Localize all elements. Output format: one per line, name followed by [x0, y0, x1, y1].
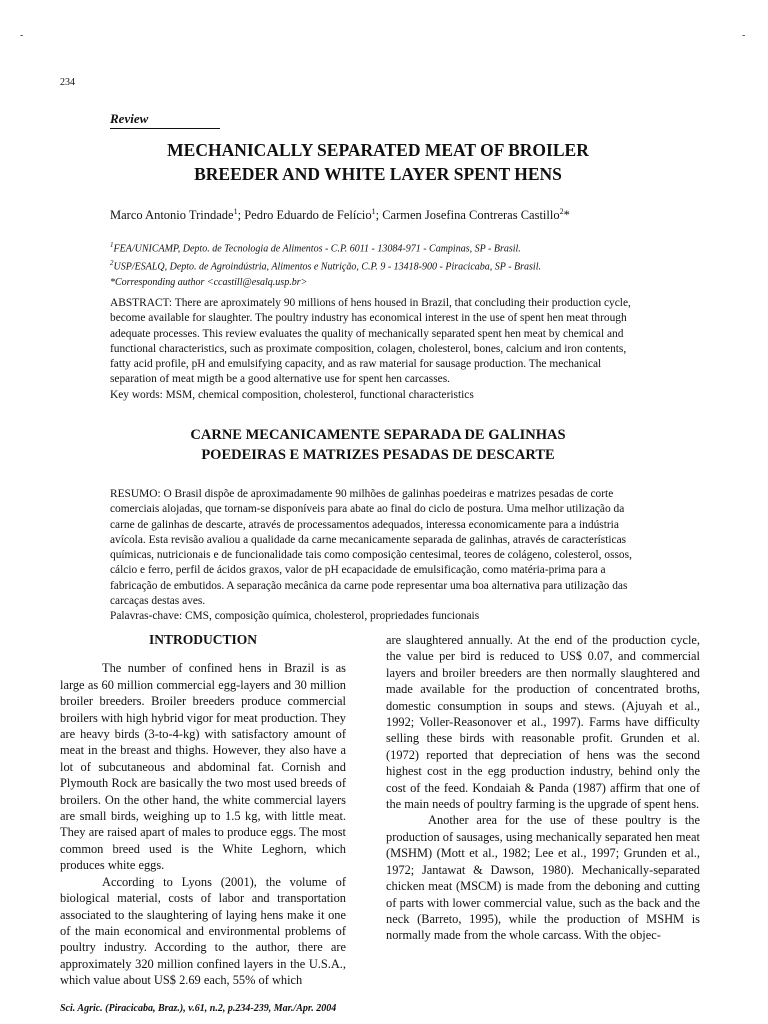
right-column: [386, 632, 700, 944]
pt-title-line-2: POEDEIRAS E MATRIZES PESADAS DE DESCARTE: [201, 447, 555, 463]
right-paragraph-2: Another area for the use of these poultry is the production of sausages, using mechanically separated hen meat (MSHM) (Mott et al., 1982; Lee et al., 1997; Grunden et al., 1972; Jantawat & Dawson, 1980). Mechanically-separated chicken meat (MSCM) is made from the deboning and cutting of parts with lower commercial value, such as the back and the neck (Barreto, 1995), while the production of MSHM is normally made from the whole carcass. With the objec-: [386, 813, 700, 943]
affiliation-2-text: USP/ESALQ, Depto. de Agroindústria, Alimentos e Nutrição, C.P. 9 - 13418-900 - Piracicaba, SP - Brasil.: [113, 261, 541, 273]
affiliation-1-number: 1: [110, 241, 114, 249]
abstract-text: ABSTRACT: There are aproximately 90 millions of hens housed in Brazil, that concluding their production cycle, become available for slaughter. The poultry industry has economical interest in the use of spent hen meat through adequate processes. This review evaluates the quality of mechanically separated spent hen meat by chemical and functional characteristics, such as proximate composition, colagen, cholesterol, bones, calcium and iron contents, fatty acid profile, pH and emulsifying capacity, and as raw material for sausage production. The mechanical separation of meat migth be a good alternative use for spent hen carcasses.: [110, 297, 631, 386]
right-paragraph-1: are slaughtered annually. At the end of the production cycle, the value per bird is reduced to US$ 0.07, and commercial layers and broiler breeders are then normally slaughtered and made available for the production of concentrated broths, domestic consumption in soups and stews. (Ajuyah et al., 1992; Voller-Reasonover et al., 1997). Farms have difficulty selling these birds with reasonable profit. Grunden et al. (1972) reported that depreciation of hens was the second highest cost in the egg production industry, behind only the cost of the feed. Kondaiah & Panda (1987) affirm that one of the main needs of poultry farming is the upgrade of spent hens.: [386, 633, 700, 812]
left-column: [60, 632, 346, 989]
pt-title-line-1: CARNE MECANICAMENTE SEPARADA DE GALINHAS: [190, 427, 566, 443]
affiliation-2: [110, 256, 650, 274]
affiliation-2-number: 2: [110, 259, 114, 268]
portuguese-title: [110, 425, 646, 465]
corner-mark-left: -: [20, 30, 24, 41]
article-title: [110, 138, 646, 186]
affiliation-1-text: FEA/UNICAMP, Depto. de Tecnologia de Alimentos - C.P. 6011 - 13084-971 - Campinas, SP - Brasil.: [113, 243, 521, 255]
author-3-affil: 2: [559, 207, 564, 216]
author-1-affil: 1: [233, 207, 238, 216]
title-line-1: MECHANICALLY SEPARATED MEAT OF BROILER: [167, 140, 589, 160]
resumo-text: RESUMO: O Brasil dispõe de aproximadamente 90 milhões de galinhas poedeiras e matrizes pesadas de corte comerciais alojadas, que tornam-se disponíveis para abate ao final do ciclo de postura. Uma melhor utilização da carne de galinhas de descarte, através de processamentos adequados, interessa economicamente para a indústria avícola. Esta revisão avaliou a qualidade da carne mecanicamente separada de galinhas, através de características químicas, nutricionais e de funcionalidade tais como composição centesimal, teores de colágeno, colesterol, ossos, cálcio e ferro, perfil de ácidos graxos, valor de pH ecapacidade de emulsificação, como matéria-prima para a fabricação de embutidos. A separação mecânica da carne pode representar uma boa alternativa para utilização das carcaças destas aves.: [110, 488, 632, 608]
section-label: Review: [110, 111, 220, 129]
left-paragraph-2: According to Lyons (2001), the volume of biological material, costs of labor and transportation associated to the slaughtering of laying hens make it one of the main economical and environmental problems of poultry industry. According to the author, there are approximately 320 million confined layers in the U.S.A., which value about US$ 2.69 each, 55% of which: [60, 874, 346, 988]
author-1: Marco Antonio Trindade: [110, 208, 234, 223]
palavras-chave: Palavras-chave: CMS, composição química, cholesterol, propriedades funcionais: [110, 610, 480, 623]
corresponding-author: *Corresponding author <ccastill@esalq.usp.br>: [110, 276, 308, 288]
affiliation-1: [110, 238, 650, 256]
abstract-block: [110, 296, 646, 403]
author-2: ; Pedro Eduardo de Felício: [237, 208, 372, 223]
keywords: Key words: MSM, chemical composition, cholesterol, functional characteristics: [110, 388, 474, 401]
footer-citation: Sci. Agric. (Piracicaba, Braz.), v.61, n.2, p.234-239, Mar./Apr. 2004: [60, 1003, 337, 1014]
corner-mark-right: -: [742, 30, 746, 41]
affiliations: [110, 238, 650, 290]
page-number: 234: [60, 77, 75, 88]
author-list: [110, 207, 650, 223]
title-line-2: BREEDER AND WHITE LAYER SPENT HENS: [194, 164, 562, 184]
author-3: ; Carmen Josefina Contreras Castillo: [375, 208, 560, 223]
resumo-block: [110, 487, 646, 625]
left-paragraph-1: The number of confined hens in Brazil is as large as 60 million commercial egg-layers and 30 million broiler breeders. Broiler breeders produce commercial broilers with high hybrid vigor for meat production. They are heavy birds (3-to-4-kg) with satisfactory amount of meat in the breast and thighs. However, they also have a lot of subcutaneous and abdominal fat. Cornish and Plymouth Rock are basically the two most used breeds of broilers. On the other hand, the white commercial layers are small birds, weighing up to 1.5 kg, with little meat. They are raised apart of males to produce eggs. The most common breed used is the White Leghorn, which produces white eggs.: [60, 661, 346, 873]
author-2-affil: 1: [371, 207, 376, 216]
introduction-heading: INTRODUCTION: [148, 632, 257, 647]
corresponding-star: *: [563, 208, 570, 223]
